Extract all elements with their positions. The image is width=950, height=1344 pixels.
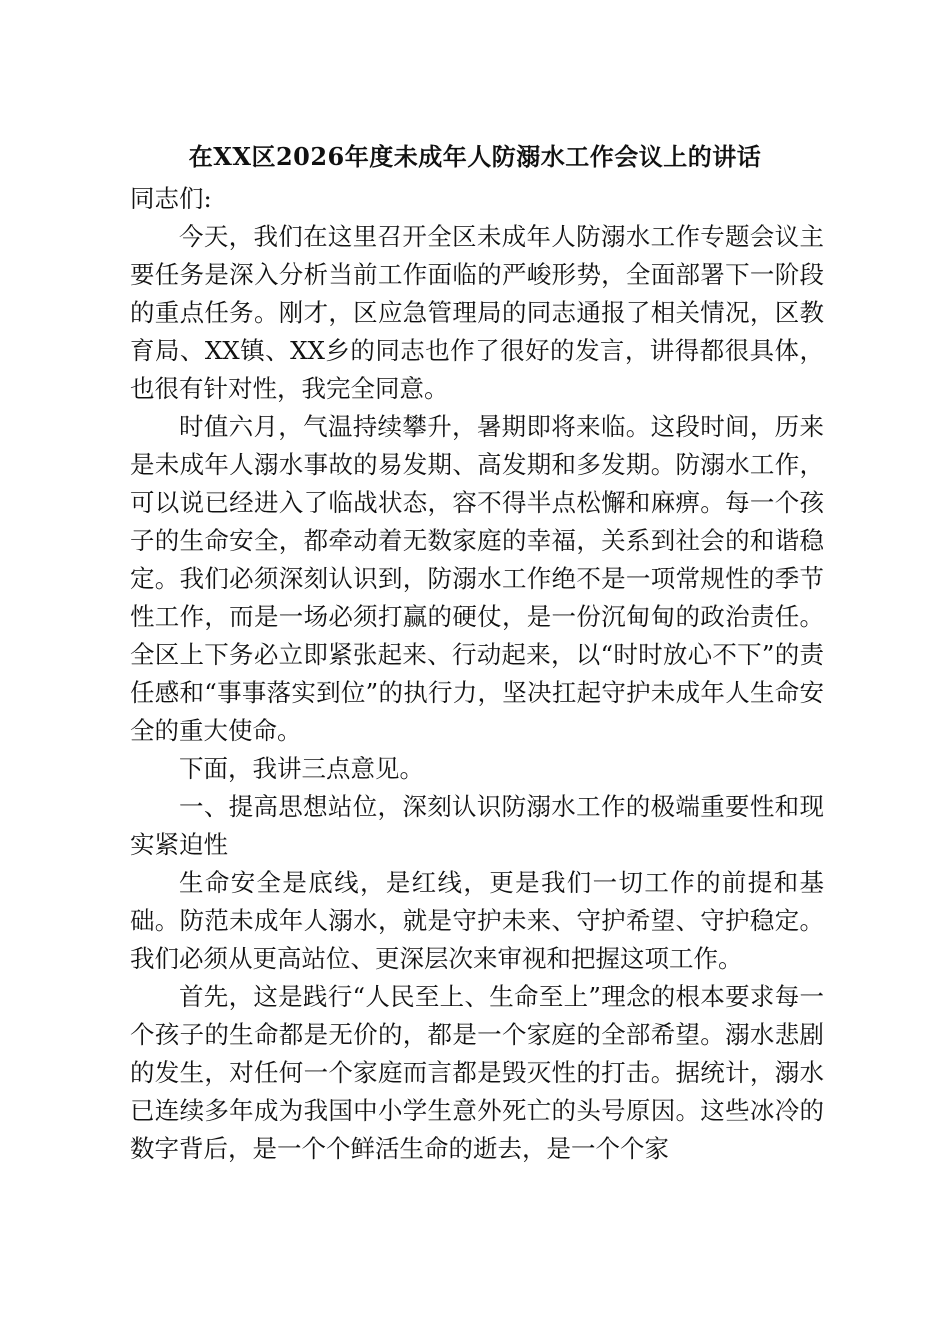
document-body xyxy=(130,180,824,1168)
document-title: 在XX区2026年度未成年人防溺水工作会议上的讲话 xyxy=(188,142,762,171)
section-heading-1: 一、提高思想站位，深刻认识防溺水工作的极端重要性和现实紧迫性 xyxy=(130,792,824,859)
paragraph-intro-points: 下面，我讲三点意见。 xyxy=(179,754,424,783)
paragraph-section-1-intro: 生命安全是底线，是红线，更是我们一切工作的前提和基础。防范未成年人溺水，就是守护未来、守护希望、守护稳定。我们必须从更高站位、更深层次来审视和把握这项工作。 xyxy=(130,868,824,973)
salutation: 同志们: xyxy=(130,184,212,213)
paragraph-section-1-first: 首先，这是践行“人民至上、生命至上”理念的根本要求每一个孩子的生命都是无价的，都是一个家庭的全部希望。溺水悲剧的发生，对任何一个家庭而言都是毁灭性的打击。据统计，溺水已连续多年成为我国中小学生意外死亡的头号原因。这些冰冷的数字背后，是一个个鲜活生命的逝去，是一个个家 xyxy=(130,982,824,1163)
paragraph-situation: 时值六月，气温持续攀升，暑期即将来临。这段时间，历来是未成年人溺水事故的易发期、高发期和多发期。防溺水工作，可以说已经进入了临战状态，容不得半点松懈和麻痹。每一个孩子的生命安全，都牵动着无数家庭的幸福，关系到社会的和谐稳定。我们必须深刻认识到，防溺水工作绝不是一项常规性的季节性工作，而是一场必须打赢的硬仗，是一份沉甸甸的政治责任。全区上下务必立即紧张起来、行动起来，以“时时放心不下”的责任感和“事事落实到位”的执行力，坚决扛起守护未成年人生命安全的重大使命。 xyxy=(130,412,824,745)
paragraph-opening: 今天，我们在这里召开全区未成年人防溺水工作专题会议主要任务是深入分析当前工作面临的严峻形势，全面部署下一阶段的重点任务。刚才，区应急管理局的同志通报了相关情况，区教育局、XX镇、XX乡的同志也作了很好的发言，讲得都很具体，也很有针对性，我完全同意。 xyxy=(130,222,824,403)
